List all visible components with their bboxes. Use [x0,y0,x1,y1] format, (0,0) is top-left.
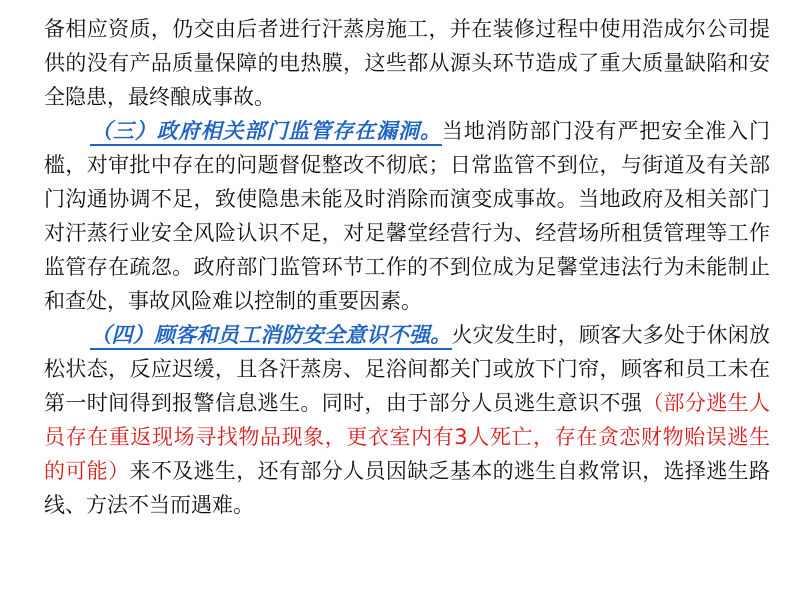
paragraph-text: 来不及逃生，还有部分人员因缺乏基本的逃生自救常识，选择逃生路线、方法不当而遇难。 [44,459,771,517]
paragraph-safety-awareness [44,318,770,522]
section-heading-government: （三）政府相关部门监管存在漏洞。 [90,118,442,146]
paragraph-quality-defects [44,12,770,114]
paragraph-text: 当地消防部门没有严把安全准入门槛，对审批中存在的问题督促整改不彻底；日常监管不到位，与街道及有关部门沟通协调不足，致使隐患未能及时消除而演变成事故。当地政府及相关部门对汗蒸行业安全风险认识不足，对足馨堂经营行为、经营场所租赁管理等工作监管存在疏忽。政府部门监管环节工作的不到位成为足馨堂违法行为未能制止和查处，事故风险难以控制的重要因素。 [44,119,771,313]
paragraph-government-supervision [44,114,770,318]
paragraph-text: 备相应资质，仍交由后者进行汗蒸房施工，并在装修过程中使用浩成尔公司提供的没有产品质量保障的电热膜，这些都从源头环节造成了重大质量缺陷和安全隐患，最终酿成事故。 [44,17,770,109]
paragraph-text: 火灾发生时，顾客大多处于休闲放松状态，反应迟缓，且各汗蒸房、足浴间都关门或放下门帘，顾客和员工未在第一时间得到报警信息逃生。同时，由于部分人员逃生意识不强 [44,323,770,415]
section-heading-awareness: （四）顾客和员工消防安全意识不强。 [90,322,452,350]
highlighted-note: （部分逃生人员存在重返现场寻找物品现象，更衣室内有3人死亡，存在贪恋财物贻误逃生的可能） [44,391,771,483]
